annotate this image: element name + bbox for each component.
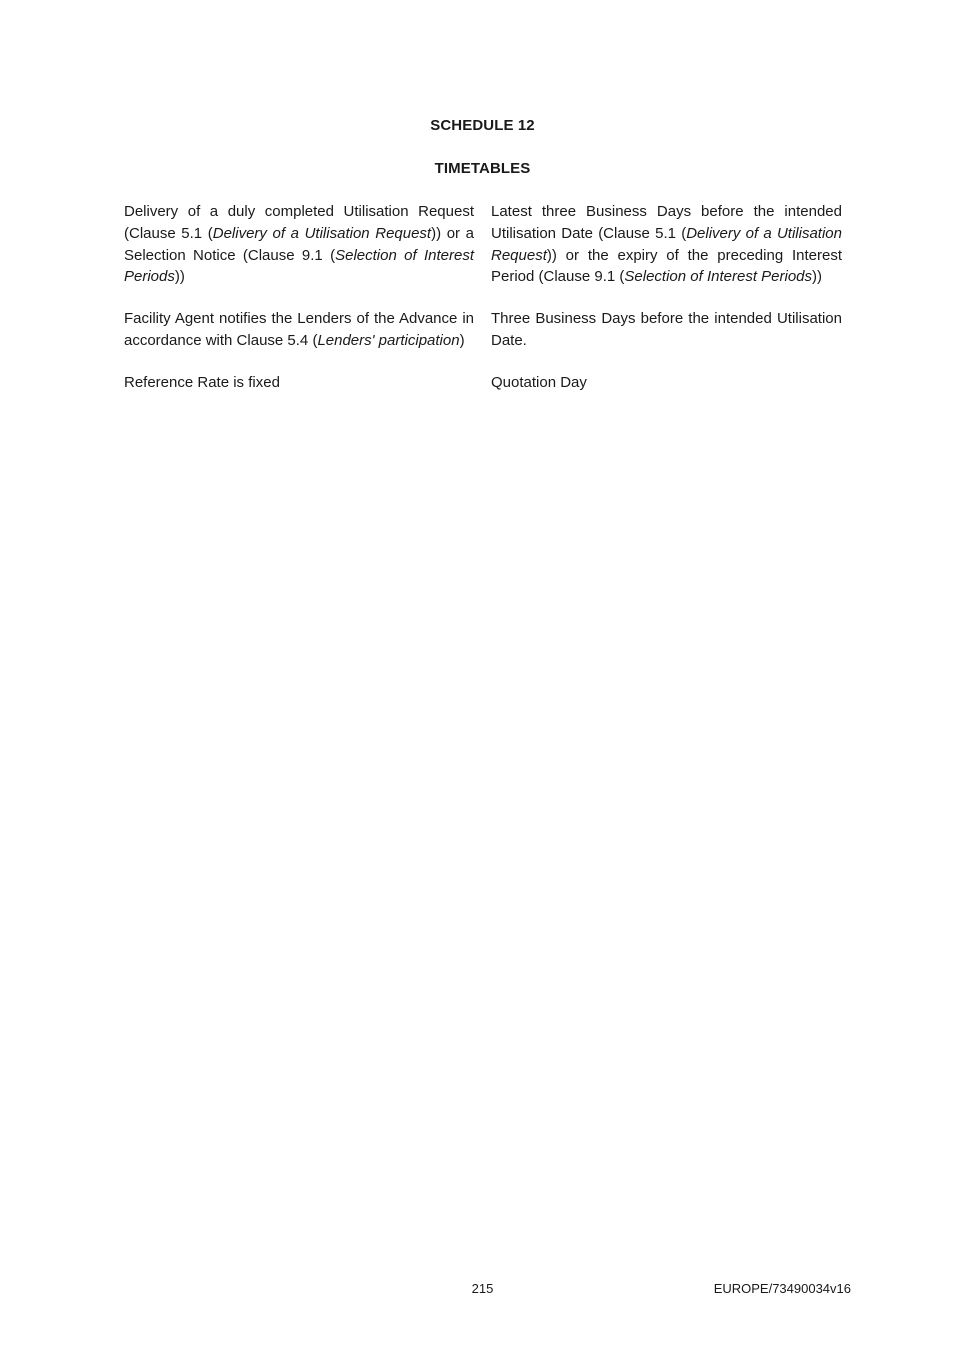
event-text: Facility Agent notifies the Lenders of the Advance in accordance with Clause 5.4 ( [124, 310, 474, 349]
event-text: Reference Rate is fixed [124, 373, 280, 391]
page-number: 215 [471, 1281, 494, 1296]
clause-reference: Delivery of a Utilisation Request [491, 224, 842, 264]
clause-reference: Selection of Interest Periods [124, 246, 474, 286]
timetable-row [124, 372, 842, 394]
timetable-row [124, 308, 842, 352]
clause-reference: Selection of Interest Periods [624, 268, 813, 286]
timing-text: Quotation Day [491, 373, 587, 391]
timing-text: )) [812, 268, 823, 286]
event-cell [124, 372, 474, 394]
timetable-row [124, 201, 842, 288]
clause-reference: Delivery of a Utilisation Request [212, 224, 432, 242]
event-text: )) [174, 268, 185, 286]
timing-cell [491, 201, 842, 288]
timetable [124, 201, 842, 414]
timing-text: Latest three Business Days before the intended Utilisation Date (Clause 5.1 ( [491, 203, 842, 242]
timing-cell [491, 372, 842, 394]
event-text: )) or a Selection Notice (Clause 9.1 ( [124, 224, 474, 264]
timing-text: )) or the expiry of the preceding Interest Period (Clause 9.1 ( [491, 246, 842, 286]
event-text: ) [459, 331, 465, 349]
clause-reference: Lenders' participation [317, 331, 460, 349]
event-cell [124, 201, 474, 288]
event-text: Delivery of a duly completed Utilisation Request (Clause 5.1 ( [124, 203, 474, 242]
timing-text: Three Business Days before the intended Utilisation Date. [491, 310, 842, 349]
schedule-title: SCHEDULE 12 [430, 117, 535, 134]
event-cell [124, 308, 474, 352]
timing-cell [491, 308, 842, 352]
document-reference: EUROPE/73490034v16 [713, 1281, 851, 1296]
section-title: TIMETABLES [434, 160, 531, 177]
